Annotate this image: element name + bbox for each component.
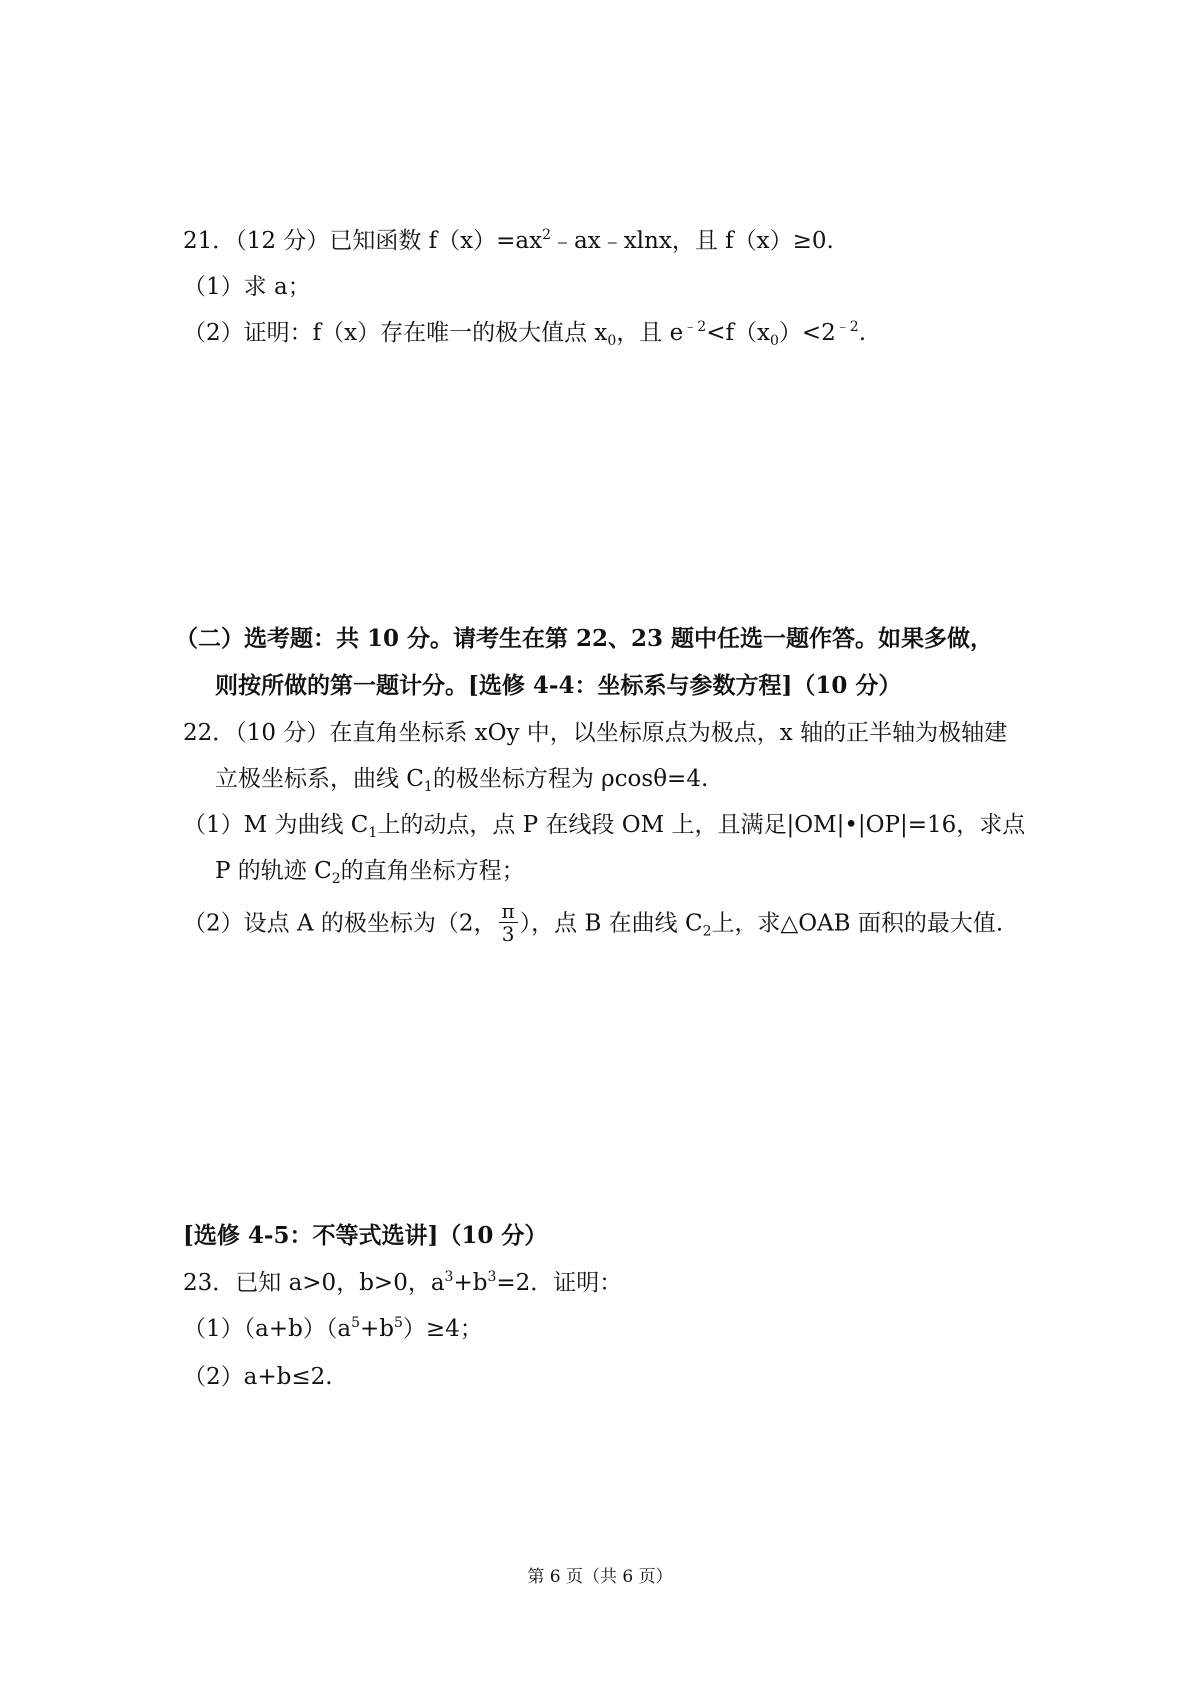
q23-stem: 23．已知 a>0，b>0，$a^3+b^3=2$．证明： <box>183 1269 623 1296</box>
q22-part2: （2）设点 A 的极坐标为（2， $\frac{\pi}{3}$ ），点 B 在曲线 $C_2$上，求△OAB 面积的最大值. <box>183 899 1004 946</box>
q22-part1-line2: P 的轨迹 $C_2$的直角坐标方程； <box>215 858 525 887</box>
q21-part1: （1）求 a； <box>183 274 311 300</box>
q23-part2: （2）a+b≤2. <box>183 1364 333 1390</box>
page-footer: 第 6 页（共 6 页） <box>527 1567 673 1587</box>
q22-part1-line1: （1）M 为曲线 $C_1$上的动点，点 P 在线段 OM 上，且满足|OM|•|OP|=16，求点 <box>183 812 1026 841</box>
q23-part1: $(1)(a+b)(a^5+b^5)\ge 4$； <box>183 1315 483 1342</box>
elective-header-line2: 则按所做的第一题计分。[选修 4-4：坐标系与参数方程]（10 分） <box>215 672 902 699</box>
q21-stem: 21．（12 分）已知函数 $f(x)=ax^2﹣ax﹣xlnx$，且 f（x）≥0. <box>183 227 834 254</box>
q21-part2: （2）证明：f（x）存在唯一的极大值点 $x_0$，且 $e^{﹣2}<f(x_0)<2^{﹣2}$. <box>183 319 867 349</box>
q23-header: [选修 4-5：不等式选讲]（10 分） <box>183 1222 548 1249</box>
q22-stem-line1: 22．（10 分）在直角坐标系 xOy 中，以坐标原点为极点，x 轴的正半轴为极轴建 <box>183 720 1008 746</box>
q22-stem-line2: 立极坐标系，曲线 $C_1$的极坐标方程为 ρcosθ=4. <box>215 766 709 795</box>
elective-header-line1: （二）选考题：共 10 分。请考生在第 22、23 题中任选一题作答。如果多做， <box>175 625 994 652</box>
pi-over-3-fraction: $\frac{\pi}{3}$ <box>499 900 518 945</box>
